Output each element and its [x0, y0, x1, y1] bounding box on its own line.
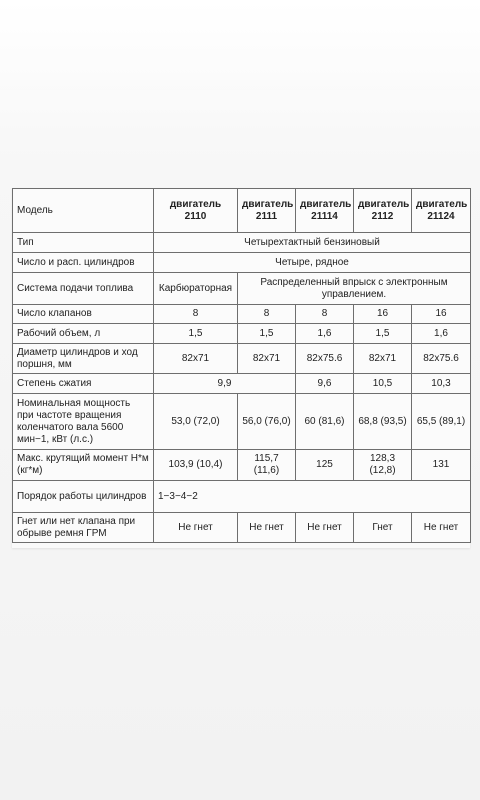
- row-type-label: Тип: [13, 233, 154, 253]
- row-cylinders-label: Число и расп. цилиндров: [13, 253, 154, 273]
- table-cell: 82x71: [354, 344, 412, 374]
- table-cell: 53,0 (72,0): [154, 394, 238, 450]
- header-model: Модель: [13, 189, 154, 233]
- table-cell: 128,3 (12,8): [354, 450, 412, 481]
- row-type-value: Четырехтактный бензиновый: [154, 233, 471, 253]
- table-cell: 9,6: [296, 374, 354, 394]
- row-compression: [13, 374, 471, 394]
- table-cell: 8: [296, 305, 354, 324]
- header-engine-2110: двигатель 2110: [154, 189, 238, 233]
- row-firing-order-value: 1−3−4−2: [154, 481, 471, 513]
- row-fuel-injection: Распределенный впрыск с электронным управлением.: [238, 273, 471, 305]
- table-cell: 1,6: [296, 324, 354, 344]
- header-engine-21114: [296, 189, 354, 233]
- table-cell: 82x71: [238, 344, 296, 374]
- table-cell: Не гнет: [296, 513, 354, 543]
- row-valves-label: Число клапанов: [13, 305, 154, 324]
- table-cell: Не гнет: [412, 513, 471, 543]
- header-engine-21114-word: двигатель: [300, 198, 352, 210]
- row-displacement: [13, 324, 471, 344]
- table-cell: 82x75.6: [412, 344, 471, 374]
- row-cylinders-value: Четыре, рядное: [154, 253, 471, 273]
- row-power-label: Номинальная мощность при частоте вращения коленчатого вала 5600 мин−1, кВт (л.с.): [13, 394, 154, 450]
- row-firing-order: [13, 481, 471, 513]
- row-torque-label: Макс. крутящий момент Н*м (кг*м): [13, 450, 154, 481]
- table-cell: 56,0 (76,0): [238, 394, 296, 450]
- table-cell: Гнет: [354, 513, 412, 543]
- table-cell: Не гнет: [238, 513, 296, 543]
- table-cell: 1,5: [154, 324, 238, 344]
- table-cell: 103,9 (10,4): [154, 450, 238, 481]
- spec-sheet: [12, 188, 470, 548]
- row-compression-label: Степень сжатия: [13, 374, 154, 394]
- row-firing-order-label: Порядок работы цилиндров: [13, 481, 154, 513]
- table-cell: 82x71: [154, 344, 238, 374]
- table-cell: 82x75.6: [296, 344, 354, 374]
- table-cell: 131: [412, 450, 471, 481]
- row-bore-stroke-label: Диаметр цилиндров и ход поршня, мм: [13, 344, 154, 374]
- table-cell: 115,7 (11,6): [238, 450, 296, 481]
- row-torque: [13, 450, 471, 481]
- header-engine-2112: двигатель 2112: [354, 189, 412, 233]
- table-cell: 1,5: [238, 324, 296, 344]
- row-fuel-label: Система подачи топлива: [13, 273, 154, 305]
- row-valve-bend: [13, 513, 471, 543]
- header-engine-21124: двигатель 21124: [412, 189, 471, 233]
- row-fuel: [13, 273, 471, 305]
- table-cell: 9,9: [154, 374, 296, 394]
- table-cell: 68,8 (93,5): [354, 394, 412, 450]
- table-cell: 125: [296, 450, 354, 481]
- header-engine-2111: двигатель 2111: [238, 189, 296, 233]
- header-row: [13, 189, 471, 233]
- table-cell: 10,3: [412, 374, 471, 394]
- table-cell: 1,5: [354, 324, 412, 344]
- row-cylinders: [13, 253, 471, 273]
- table-cell: 16: [412, 305, 471, 324]
- row-bore-stroke: [13, 344, 471, 374]
- row-valve-bend-label: Гнет или нет клапана при обрыве ремня ГРМ: [13, 513, 154, 543]
- table-cell: 10,5: [354, 374, 412, 394]
- row-displacement-label: Рабочий объем, л: [13, 324, 154, 344]
- row-power: [13, 394, 471, 450]
- table-cell: 8: [238, 305, 296, 324]
- table-cell: 1,6: [412, 324, 471, 344]
- engine-spec-table: [12, 188, 471, 543]
- header-engine-21114-number: 21114: [311, 210, 338, 222]
- table-cell: Не гнет: [154, 513, 238, 543]
- table-cell: 8: [154, 305, 238, 324]
- table-cell: 16: [354, 305, 412, 324]
- row-fuel-carb: Карбюраторная: [154, 273, 238, 305]
- table-cell: 60 (81,6): [296, 394, 354, 450]
- table-cell: 65,5 (89,1): [412, 394, 471, 450]
- row-type: [13, 233, 471, 253]
- row-valves: [13, 305, 471, 324]
